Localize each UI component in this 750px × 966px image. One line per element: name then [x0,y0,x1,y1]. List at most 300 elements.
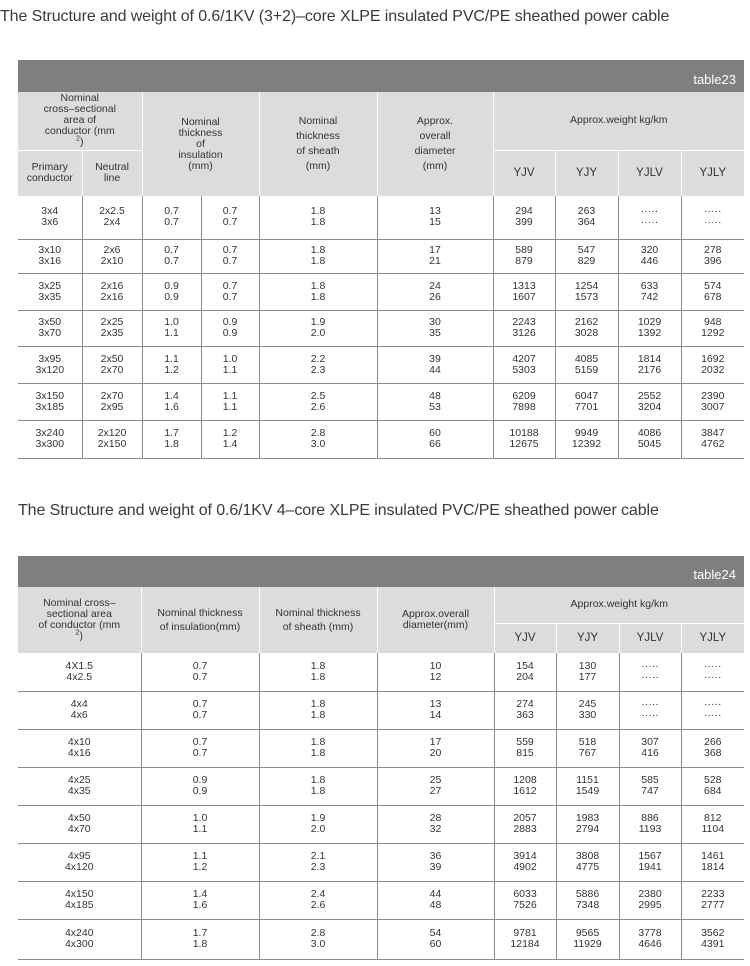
cell-yjv [494,919,556,959]
table-row [18,273,744,310]
cell-value: ····· [704,216,722,229]
cell-value: ····· [640,216,659,229]
t24-hdr-insulation: Nominal thickness of insulation(mm) [141,587,259,653]
cell-value: 6033 [513,888,537,900]
cell-value: 4x2.5 [66,670,93,683]
cell-value: 3126 [512,327,536,339]
t24-hdr-diameter: Approx.overall diameter(mm) [377,587,494,653]
cell-sheath [259,881,377,919]
table23-label: table23 [693,72,736,87]
cell-value: 4391 [701,938,725,950]
cell-value: 27 [429,785,442,797]
cell-value: 10188 [509,427,539,439]
cell-value: 20 [429,747,442,759]
cell-value: 2x4 [103,216,121,229]
cell-yjv [494,805,556,843]
cell-value: 2x150 [97,438,127,450]
cell-value: 54 [429,927,442,939]
t23-hdr-weight: Approx.weight kg/km [493,92,744,150]
cell-value: 0.9 [222,316,238,328]
cell-yjy [555,346,618,383]
cell-ins2 [201,420,259,458]
cell-value: 3847 [701,427,725,439]
cell-value: 1.8 [310,736,326,748]
cell-value: 1313 [512,279,536,292]
cell-value: 4x95 [67,850,91,862]
cell-neutral [82,239,142,273]
cell-yjy [556,843,619,881]
cell-value: 1.9 [310,316,326,328]
cell-value: 266 [704,736,722,748]
cell-neutral [82,420,142,458]
cell-value: 35 [429,327,441,339]
t23-hdr-nominal-area: Nominal cross–sectional area of conductor (mm $^2$) [18,92,142,150]
cell-value: 36 [429,850,442,862]
table-row [18,805,744,843]
cell-value: 177 [578,670,597,683]
cell-value: 5886 [575,888,600,900]
cell-dia [377,273,493,310]
cell-value: 1208 [513,774,537,786]
cell-value: 1692 [701,352,725,365]
cell-value: 2.6 [310,400,326,413]
cell-value: 2243 [512,316,536,328]
cell-area [18,767,141,805]
cell-value: 66 [429,438,441,450]
cell-value: 274 [516,698,534,710]
cell-value: 4085 [574,352,599,365]
cell-sheath [259,196,377,239]
cell-value: 330 [578,709,597,721]
cell-value: 30 [429,316,441,328]
table23-body [18,196,744,458]
cell-yjv [493,420,555,458]
cell-value: 11929 [573,938,602,950]
cell-yjv [493,239,555,273]
cell-value: 1.8 [192,938,208,950]
cell-value: 396 [704,255,722,267]
cell-value: 684 [704,785,722,797]
cell-value: 1.8 [310,255,326,267]
cell-value: 3x4 [41,205,59,218]
cell-value: 15 [429,216,441,229]
cell-value: 2x6 [103,244,121,256]
cell-value: 3x35 [38,290,62,303]
cell-value: 1104 [701,823,725,835]
cell-value: 879 [515,255,533,267]
cell-value: 0.7 [164,255,179,267]
t23-hdr-yjly: YJLY [681,150,744,196]
cell-value: 9565 [575,927,600,939]
cell-value: 2.5 [310,389,326,402]
cell-value: 1.4 [164,389,179,402]
cell-value: 0.9 [164,290,179,303]
cell-value: 6209 [512,389,536,402]
cell-dia [377,767,494,805]
cell-primary [18,310,82,346]
t24-hdr-sheath: Nominal thickness of sheath (mm) [259,587,377,653]
cell-value: 0.9 [192,785,208,797]
cell-dia [377,881,494,919]
cell-ins1 [142,239,201,273]
cell-value: 2.3 [310,861,326,873]
cell-value: 1193 [638,823,662,835]
cell-value: 0.9 [192,774,208,786]
cell-neutral [82,346,142,383]
cell-value: 0.7 [192,736,208,748]
cell-ins1 [142,383,201,420]
cell-value: 2.0 [310,327,326,339]
t24-hdr-yjv: YJV [494,623,556,653]
cell-value: 1.8 [310,290,326,303]
cell-value: 3x150 [35,389,65,402]
cell-value: 4x70 [67,823,91,835]
cell-primary [18,239,82,273]
table23 [18,92,744,459]
cell-value: 1.7 [164,427,179,439]
cell-value: 17 [429,736,442,748]
cell-area [18,653,141,691]
cell-ins [141,691,259,729]
cell-value: 4x50 [67,812,91,824]
cell-value: 2x95 [100,400,124,413]
cell-value: 4x16 [67,747,91,759]
cell-value: 742 [640,290,659,303]
cell-ins2 [201,196,259,239]
cell-neutral [82,273,142,310]
cell-neutral [82,383,142,420]
cell-value: 1607 [512,290,536,303]
cell-value: 1.7 [192,927,208,939]
cell-value: 48 [429,389,441,402]
cell-value: 747 [641,785,659,797]
cell-value: 585 [641,774,659,786]
cell-yjv [493,346,555,383]
cell-yjy [556,653,619,691]
cell-value: 320 [640,244,659,256]
cell-value: 0.9 [164,279,179,292]
cell-value: 130 [578,659,597,672]
cell-yjly [681,196,744,239]
cell-value: 4x300 [64,938,94,950]
cell-yjlv [619,805,681,843]
cell-value: 3x185 [35,400,65,413]
cell-value: 0.7 [222,290,238,303]
cell-sheath [259,346,377,383]
cell-value: 0.7 [222,205,238,218]
cell-value: 0.7 [164,216,179,229]
table-row [18,420,744,458]
cell-yjy [555,310,618,346]
cell-value: 0.7 [222,279,238,292]
cell-ins [141,881,259,919]
cell-ins [141,919,259,959]
cell-value: 204 [516,670,534,683]
cell-value: 307 [641,736,659,748]
cell-value: 1.1 [222,363,238,376]
cell-value: 1392 [637,327,662,339]
cell-value: 1.1 [164,327,179,339]
t23-hdr-insulation: Nominal thickness of insulation (mm) [142,92,259,196]
table-row [18,881,744,919]
table-row [18,653,744,691]
cell-ins2 [201,239,259,273]
cell-value: 0.7 [222,216,238,229]
cell-value: 3204 [637,400,662,413]
cell-yjlv [619,919,681,959]
cell-value: 4762 [701,438,725,450]
table-row [18,843,744,881]
cell-value: 886 [641,812,659,824]
table-row [18,767,744,805]
cell-value: 4x120 [64,861,94,873]
cell-value: 10 [429,659,442,672]
cell-value: 1983 [575,812,600,824]
cell-value: 2x35 [100,327,124,339]
cell-value: 1029 [637,316,662,328]
cell-value: 1.8 [310,747,326,759]
table-row [18,691,744,729]
cell-value: 3x70 [38,327,62,339]
cell-yjv [494,767,556,805]
cell-value: 5303 [512,363,536,376]
cell-neutral [82,310,142,346]
cell-value: 14 [429,709,442,721]
cell-ins2 [201,310,259,346]
cell-value: 1.0 [164,316,179,328]
table-row [18,383,744,420]
cell-value: 1.8 [310,774,326,786]
cell-ins2 [201,383,259,420]
cell-primary [18,273,82,310]
cell-primary [18,383,82,420]
cell-value: 1.8 [310,670,326,683]
cell-value: 0.7 [222,244,238,256]
cell-value: 589 [515,244,533,256]
cell-value: 559 [516,736,534,748]
cell-value: 2777 [701,899,725,911]
cell-value: 2380 [638,888,662,900]
cell-yjlv [619,843,681,881]
cell-value: 3562 [701,927,725,939]
cell-yjlv [619,767,681,805]
cell-sheath [259,805,377,843]
cell-value: ····· [704,659,722,672]
cell-value: 1814 [637,352,662,365]
cell-value: 2794 [575,823,600,835]
cell-yjlv [618,346,681,383]
cell-value: 263 [577,205,596,218]
cell-value: 3.0 [310,938,326,950]
cell-yjv [494,729,556,767]
cell-value: 7898 [512,400,536,413]
cell-value: 2390 [701,389,725,402]
cell-ins [141,653,259,691]
cell-value: 53 [429,400,441,413]
cell-value: ····· [704,670,722,683]
cell-value: 12 [429,670,442,683]
cell-value: 0.7 [192,659,208,672]
cell-value: 12675 [509,438,539,450]
cell-dia [377,239,493,273]
cell-value: 12184 [510,938,540,950]
cell-dia [377,843,494,881]
cell-value: 0.7 [192,747,208,759]
cell-value: 2x70 [100,389,124,402]
cell-value: 1612 [513,785,537,797]
cell-yjy [555,420,618,458]
cell-value: 1.2 [164,363,179,376]
cell-yjv [493,310,555,346]
cell-value: 3x6 [41,216,59,229]
cell-yjlv [618,383,681,420]
cell-value: 7526 [513,899,537,911]
cell-ins1 [142,310,201,346]
cell-yjy [556,919,619,959]
cell-dia [377,729,494,767]
cell-value: 2x120 [97,427,127,439]
cell-ins [141,843,259,881]
cell-value: 446 [640,255,659,267]
cell-value: 2162 [574,316,599,328]
cell-value: 2032 [701,363,725,376]
cell-value: 2.2 [310,352,326,365]
table24-header-band [18,556,744,587]
cell-value: 4775 [575,861,600,873]
cell-value: 13 [429,205,441,218]
cell-value: 2x10 [100,255,124,267]
cell-sheath [259,843,377,881]
cell-yjy [555,273,618,310]
cell-dia [377,196,493,239]
cell-value: 1.9 [310,812,326,824]
cell-value: 39 [429,861,442,873]
table24-body [18,653,744,959]
cell-value: 3x240 [35,427,65,439]
cell-yjy [556,767,619,805]
cell-dia [377,420,493,458]
cell-value: 1.8 [310,216,326,229]
cell-ins [141,767,259,805]
table24 [18,587,744,960]
cell-sheath [259,310,377,346]
cell-yjy [556,729,619,767]
cell-value: 1573 [574,290,599,303]
cell-value: 4x4 [70,698,88,710]
cell-value: ····· [641,698,659,710]
cell-yjy [555,196,618,239]
cell-value: 25 [429,774,442,786]
cell-value: 3x25 [38,279,62,292]
cell-dia [377,383,493,420]
cell-value: 1.8 [164,438,179,450]
cell-area [18,691,141,729]
cell-yjv [493,383,555,420]
cell-value: 4x10 [67,736,91,748]
cell-yjly [681,383,744,420]
cell-yjly [681,273,744,310]
cell-value: 1.2 [222,427,238,439]
cell-area [18,805,141,843]
cell-value: 1.8 [310,244,326,256]
cell-value: 0.7 [192,670,208,683]
cell-value: ····· [704,709,722,721]
cell-value: 4086 [637,427,662,439]
cell-value: 1.6 [192,899,208,911]
cell-ins1 [142,346,201,383]
table-row [18,310,744,346]
cell-yjly [681,919,744,959]
cell-value: 3x300 [35,438,65,450]
cell-value: 0.7 [164,205,179,218]
cell-yjv [494,653,556,691]
cell-value: 1.1 [164,352,179,365]
cell-value: 0.7 [192,709,208,721]
cell-value: 1814 [701,861,725,873]
cell-sheath [259,383,377,420]
cell-area [18,881,141,919]
cell-primary [18,346,82,383]
cell-value: 1.8 [310,205,326,218]
cell-dia [377,310,493,346]
cell-sheath [259,420,377,458]
cell-ins1 [142,196,201,239]
cell-sheath [259,729,377,767]
cell-value: 399 [515,216,533,229]
cell-ins1 [142,273,201,310]
cell-ins [141,805,259,843]
cell-value: 2.3 [310,363,326,376]
cell-yjly [681,239,744,273]
cell-yjly [681,310,744,346]
cell-value: 1.0 [222,352,238,365]
t24-hdr-yjlv: YJLV [619,623,681,653]
cell-yjy [555,239,618,273]
cell-value: 1.1 [222,389,238,402]
cell-value: 13 [429,698,442,710]
cell-value: 2176 [637,363,662,376]
cell-value: 3.0 [310,438,326,450]
t23-hdr-yjlv: YJLV [618,150,681,196]
cell-value: 767 [578,747,597,759]
cell-value: 1461 [701,850,725,862]
cell-value: ····· [704,698,722,710]
cell-value: 5159 [574,363,599,376]
cell-value: ····· [641,659,659,672]
table-row [18,919,744,959]
cell-value: 1292 [701,327,725,339]
cell-value: 60 [429,427,441,439]
cell-value: 24 [429,279,441,292]
cell-value: 26 [429,290,441,303]
cell-value: ····· [641,709,659,721]
cell-value: 4x240 [64,927,94,939]
cell-value: 294 [515,205,533,218]
cell-yjv [494,881,556,919]
cell-value: 28 [429,812,442,824]
cell-value: 39 [429,352,441,365]
cell-value: 3x95 [38,352,62,365]
table23-title: The Structure and weight of 0.6/1KV (3+2)–core XLPE insulated PVC/PE sheathed power cable [0,8,670,25]
cell-value: 1.6 [164,400,179,413]
cell-value: 812 [704,812,722,824]
cell-value: 32 [429,823,442,835]
cell-value: 9781 [513,927,537,939]
cell-value: 364 [577,216,596,229]
cell-value: 12392 [571,438,602,450]
cell-value: 44 [429,888,442,900]
cell-sheath [259,273,377,310]
